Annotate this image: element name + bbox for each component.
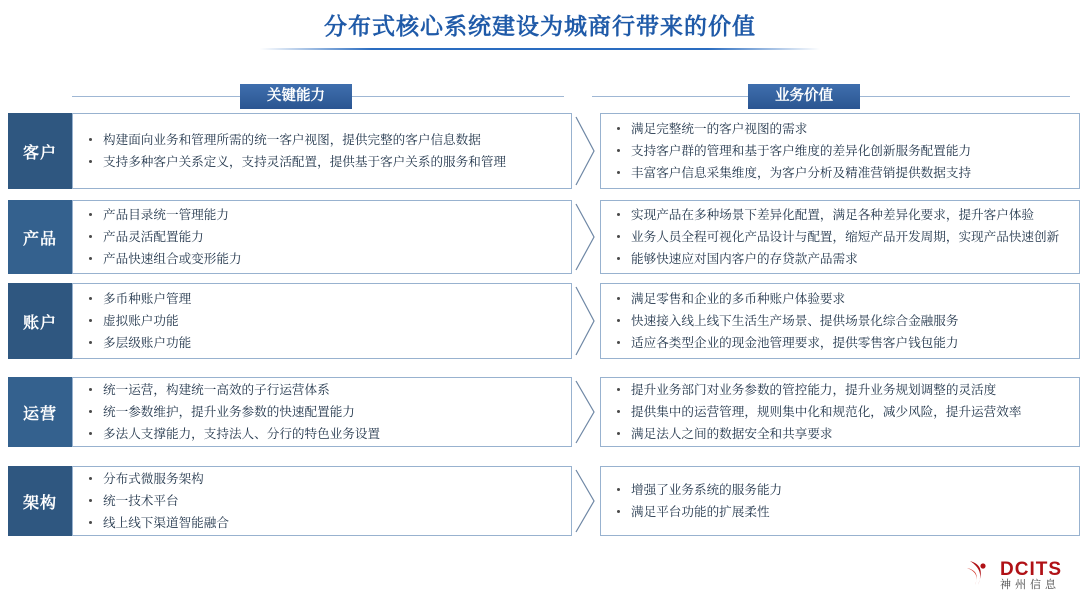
- business-value-bullet: 丰富客户信息采集维度，为客户分析及精准营销提供数据支持: [615, 162, 1069, 184]
- capability-bullet: 产品目录统一管理能力: [87, 204, 561, 226]
- capabilities-box: [72, 466, 572, 536]
- capability-bullet: 产品快速组合或变形能力: [87, 248, 561, 270]
- capability-bullet: 多法人支撑能力，支持法人、分行的特色业务设置: [87, 423, 561, 445]
- capability-bullet: 产品灵活配置能力: [87, 226, 561, 248]
- capability-bullet: 统一技术平台: [87, 490, 561, 512]
- capability-bullet: 统一运营，构建统一高效的子行运营体系: [87, 379, 561, 401]
- business-value-bullet: 增强了业务系统的服务能力: [615, 479, 1069, 501]
- capability-bullet: 分布式微服务架构: [87, 468, 561, 490]
- business-value-bullet: 快速接入线上线下生活生产场景、提供场景化综合金融服务: [615, 310, 1069, 332]
- column-header-business-value: 业务价值: [748, 84, 860, 109]
- chevron-right-icon: [574, 283, 598, 359]
- business-value-bullet: 满足零售和企业的多币种账户体验要求: [615, 288, 1069, 310]
- matrix-row: [8, 200, 1072, 274]
- logo-text: [1000, 560, 1062, 591]
- row-category-label: 账户: [8, 283, 72, 359]
- title-divider: [260, 48, 820, 50]
- left-header-rule-start: [72, 96, 240, 97]
- right-header-rule-end: [860, 96, 1070, 97]
- business-value-box: [600, 466, 1080, 536]
- page-title-text: 分布式核心系统建设为城商行带来的价值: [324, 13, 756, 39]
- right-header-rule-start: [592, 96, 748, 97]
- capability-bullet: 线上线下渠道智能融合: [87, 512, 561, 534]
- chevron-right-icon: [574, 200, 598, 274]
- row-category-label: 运营: [8, 377, 72, 447]
- column-header-capabilities: 关键能力: [240, 84, 352, 109]
- business-value-bullet: 满足法人之间的数据安全和共享要求: [615, 423, 1069, 445]
- capability-bullet: 多层级账户功能: [87, 332, 561, 354]
- business-value-box: [600, 283, 1080, 359]
- capability-bullet: 虚拟账户功能: [87, 310, 561, 332]
- capability-bullet: 统一参数维护，提升业务参数的快速配置能力: [87, 401, 561, 423]
- business-value-bullet: 实现产品在多种场景下差异化配置，满足各种差异化要求，提升客户体验: [615, 204, 1069, 226]
- page-title: [0, 10, 1080, 42]
- business-value-bullet: 提供集中的运营管理，规则集中化和规范化，减少风险，提升运营效率: [615, 401, 1069, 423]
- matrix-row: [8, 113, 1072, 189]
- matrix-row: [8, 283, 1072, 359]
- capability-bullet: 支持多种客户关系定义，支持灵活配置，提供基于客户关系的服务和管理: [87, 151, 561, 173]
- chevron-right-icon: [574, 377, 598, 447]
- logo-main-text: DCITS: [1000, 558, 1062, 580]
- chevron-right-icon: [574, 113, 598, 189]
- row-category-label: 架构: [8, 466, 72, 536]
- business-value-bullet: 提升业务部门对业务参数的管控能力，提升业务规划调整的灵活度: [615, 379, 1069, 401]
- company-logo: [964, 558, 1062, 593]
- capabilities-box: [72, 377, 572, 447]
- business-value-bullet: 支持客户群的管理和基于客户维度的差异化创新服务配置能力: [615, 140, 1069, 162]
- capabilities-box: [72, 283, 572, 359]
- dcits-mark-icon: [964, 558, 994, 593]
- left-header-rule-end: [352, 96, 564, 97]
- business-value-box: [600, 377, 1080, 447]
- capabilities-box: [72, 200, 572, 274]
- capability-bullet: 多币种账户管理: [87, 288, 561, 310]
- chevron-right-icon: [574, 466, 598, 536]
- capabilities-box: [72, 113, 572, 189]
- row-category-label: 客户: [8, 113, 72, 189]
- business-value-bullet: 适应各类型企业的现金池管理要求，提供零售客户钱包能力: [615, 332, 1069, 354]
- row-category-label: 产品: [8, 200, 72, 274]
- business-value-bullet: 满足平台功能的扩展柔性: [615, 501, 1069, 523]
- business-value-bullet: 能够快速应对国内客户的存贷款产品需求: [615, 248, 1069, 270]
- business-value-box: [600, 200, 1080, 274]
- matrix-row: [8, 466, 1072, 536]
- business-value-box: [600, 113, 1080, 189]
- business-value-bullet: 业务人员全程可视化产品设计与配置，缩短产品开发周期，实现产品快速创新: [615, 226, 1069, 248]
- capability-bullet: 构建面向业务和管理所需的统一客户视图，提供完整的客户信息数据: [87, 129, 561, 151]
- matrix-row: [8, 377, 1072, 447]
- logo-sub-text: 神州信息: [1000, 578, 1060, 591]
- business-value-bullet: 满足完整统一的客户视图的需求: [615, 118, 1069, 140]
